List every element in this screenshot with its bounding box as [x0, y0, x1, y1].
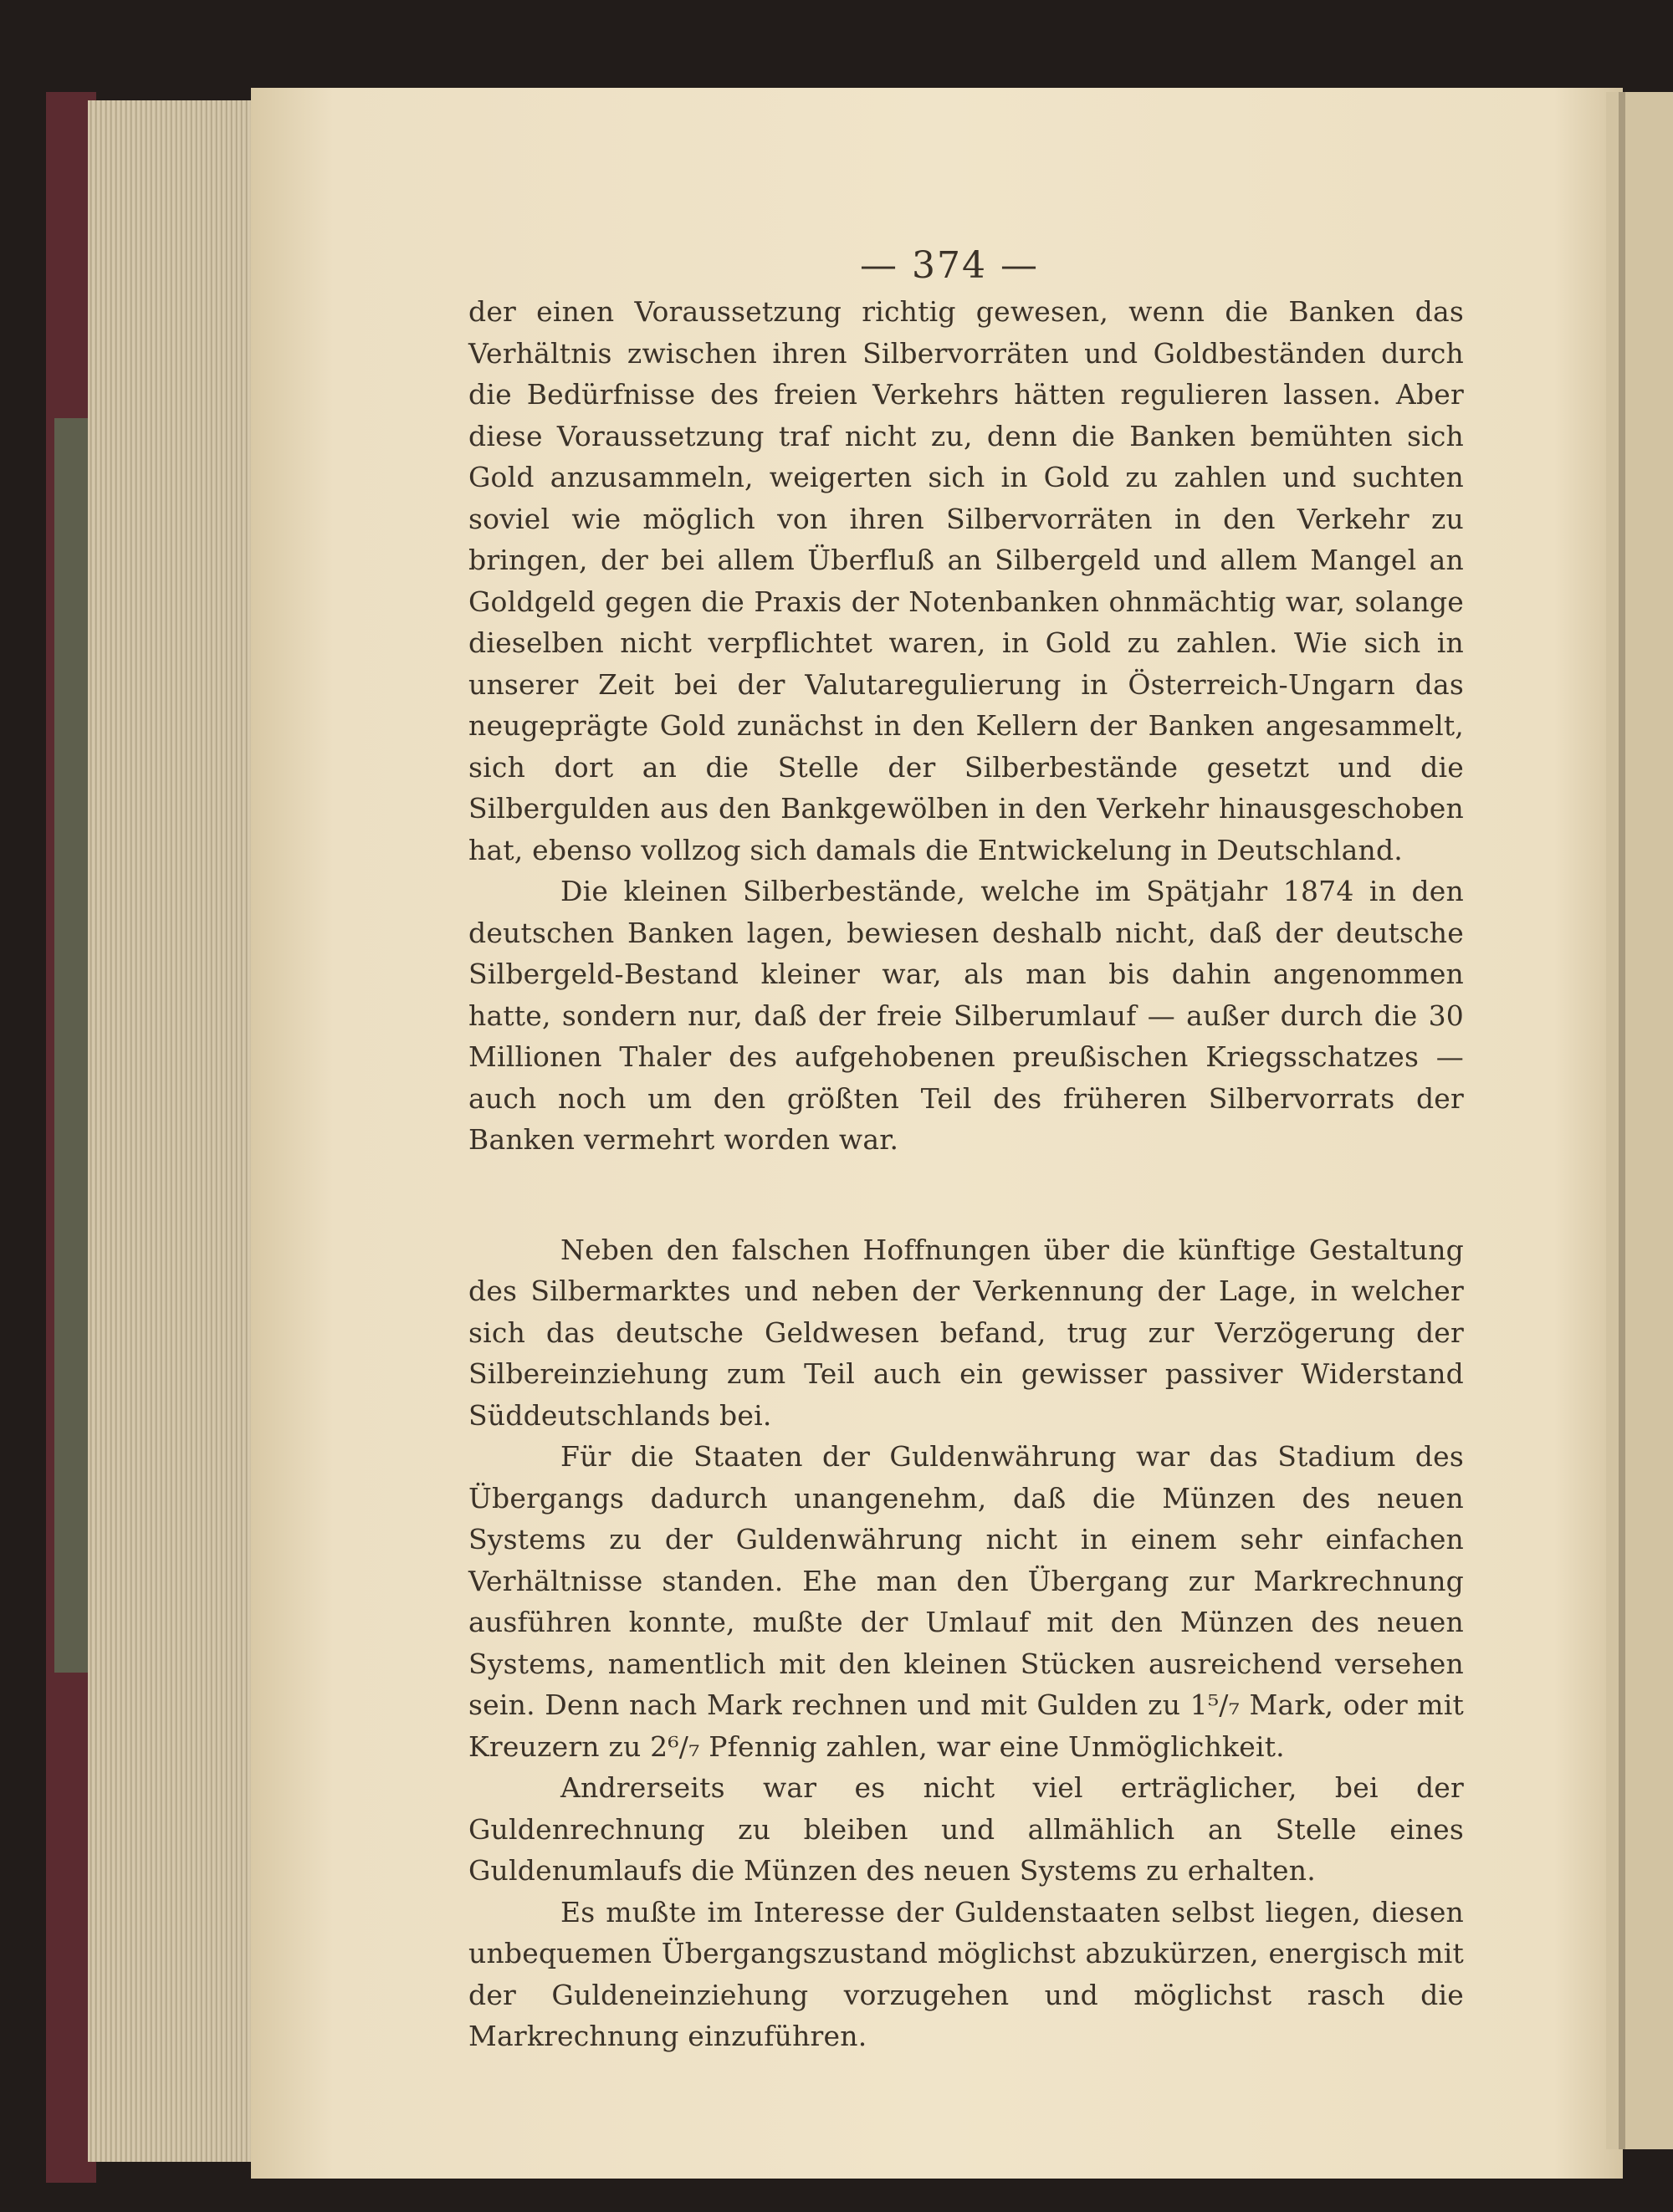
paragraph: Es mußte im Interesse der Guldenstaaten selbst liegen, diesen unbequemen Übergangszustand möglichst abzukürzen, energisch mit der Guldeneinziehung vorzugehen und möglichst rasch die Markrechnung einzuführen. [468, 1895, 1464, 2052]
paragraph: der einen Voraussetzung richtig gewesen, wenn die Banken das Verhältnis zwischen ihren Silbervorräten und Goldbeständen durch die Bedürfnisse des freien Verkehrs hätten regulieren lassen. Aber diese Voraussetzung traf nicht zu, denn die Banken bemühten sich Gold anzusammeln, weigerten sich in Gold zu zahlen und suchten soviel wie möglich von ihren Silbervorräten in den Verkehr zu bringen, der bei allem Überfluß an Silbergeld und allem Mangel an Goldgeld gegen die Praxis der Notenbanken ohnmächtig war, solange dieselben nicht verpflichtet waren, in Gold zu zahlen. Wie sich in unserer Zeit bei der Valutaregulierung in Österreich-Ungarn das neugeprägte Gold zunächst in den Kellern der Banken angesammelt, sich dort an die Stelle der Silberbestände gesetzt und die Silbergulden aus den Bankgewölben in den Verkehr hinausgeschoben hat, ebenso vollzog sich damals die Entwickelung in Deutschland. [468, 295, 1464, 866]
page-text [468, 241, 1464, 2057]
paragraph: Die kleinen Silberbestände, welche im Spätjahr 1874 in den deutschen Banken lagen, bewiesen deshalb nicht, daß der deutsche Silbergeld-Bestand kleiner war, als man bis dahin angenommen hatte, sondern nur, daß der freie Silberumlauf — außer durch die 30 Millionen Thaler des aufgehobenen preußischen Kriegsschatzes — auch noch um den größten Teil des früheren Silbervorrats der Banken vermehrt worden war. [468, 875, 1464, 1156]
page-number: — 374 — [860, 244, 1039, 287]
paragraph: Neben den falschen Hoffnungen über die künftige Gestaltung des Silbermarktes und neben der Verkennung der Lage, in welcher sich das deutsche Geldwesen befand, trug zur Verzögerung der Silbereinziehung zum Teil auch ein gewisser passiver Widerstand Süddeutschlands bei. [468, 1233, 1464, 1432]
paragraph: Für die Staaten der Guldenwährung war das Stadium des Übergangs dadurch unangenehm, daß die Münzen des neuen Systems zu der Guldenwährung nicht in einem sehr einfachen Verhältnisse standen. Ehe man den Übergang zur Markrechnung ausführen konnte, mußte der Umlauf mit den Münzen des neuen Systems, namentlich mit den kleinen Stücken ausreichend versehen sein. Denn nach Mark rechnen und mit Gulden zu 1⁵/₇ Mark, oder mit Kreuzern zu 2⁶/₇ Pfennig zahlen, war eine Unmöglichkeit. [468, 1440, 1464, 1763]
paragraph: Andrerseits war es nicht viel erträglicher, bei der Guldenrechnung zu bleiben und allmählich an Stelle eines Guldenumlaufs die Münzen des neuen Systems zu erhalten. [468, 1771, 1464, 1887]
